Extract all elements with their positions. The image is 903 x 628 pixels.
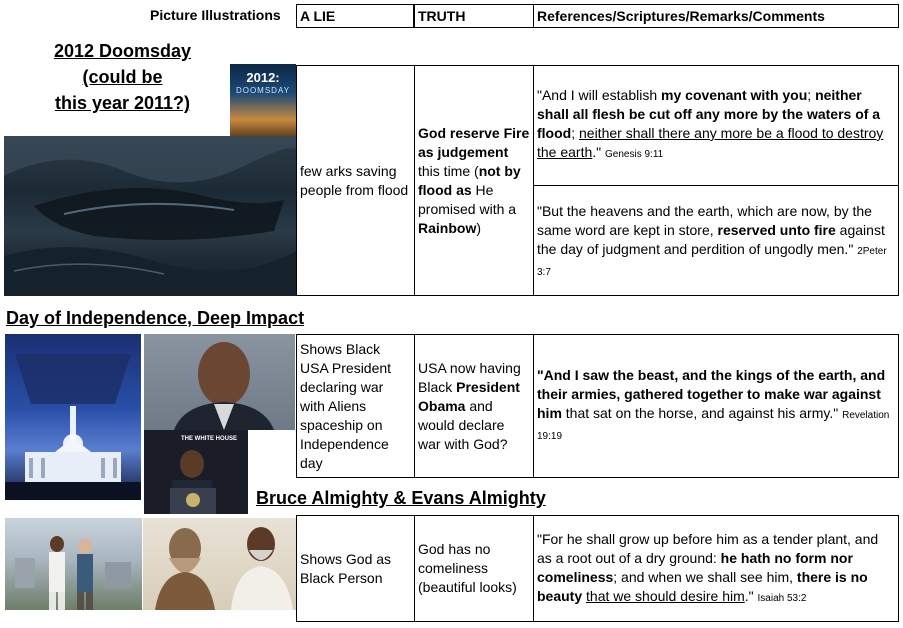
bruce-almighty-image [5, 518, 142, 610]
ark-ocean-drawing [4, 136, 296, 296]
isaiah-reference-cell [533, 515, 899, 622]
almighty-lie-cell: Shows God as Black Person [296, 515, 415, 622]
almighty-title: Bruce Almighty & Evans Almighty [256, 488, 546, 508]
evan-drawing [143, 518, 296, 610]
independence-truth-cell [414, 334, 534, 478]
independence-title: Day of Independence, Deep Impact [6, 308, 305, 328]
doomsday-truth-text: God reserve Fire as judgement this time (not by flood as He promised with a Rainbow) [418, 124, 530, 236]
revelation-citation: Revelation 19:19 [537, 410, 890, 442]
independence-day-image [5, 334, 141, 500]
president-portrait-image [144, 334, 295, 430]
isaiah-text: "For he shall grow up before him as a tender plant, and as a root out of a dry ground: he hath no form nor comeliness; and when we shall see him, there is no beauty that we should desire him." Isaiah 53:2 [537, 530, 879, 604]
doomsday-poster-image: 2012: DOOMSDAY [230, 64, 296, 138]
header-a-lie: A LIE [296, 4, 414, 28]
doomsday-truth-cell [414, 65, 534, 296]
doomsday-title: 2012 Doomsday (could be this year 2011?) [53, 41, 192, 113]
evan-almighty-image [143, 518, 296, 610]
genesis-citation: Genesis 9:11 [605, 149, 664, 160]
peter-reference-cell: "But the heavens and the earth, which are now, by the same word are kept in store, reserved unto fire against the day of judgment and perdition of ungodly men." 2Peter 3:7 [533, 185, 899, 296]
portrait-drawing [144, 334, 295, 430]
ark-ocean-image [4, 136, 296, 296]
walking-men-drawing [5, 518, 142, 610]
doomsday-lie-cell: few arks saving people from flood [296, 65, 415, 296]
independence-lie-cell: Shows Black USA President declaring war with Aliens spaceship on Independence day [296, 334, 415, 478]
almighty-truth-cell: God has no comeliness (beautiful looks) [414, 515, 534, 622]
white-house-podium-image: THE WHITE HOUSE [144, 430, 248, 514]
genesis-reference-cell: "And I will establish my covenant with you; neither shall all flesh be cut off any more by the waters of a flood; neither shall there any more be a flood to destroy the earth." Genesis 9:11 [533, 65, 899, 186]
podium-drawing [144, 430, 248, 514]
alien-ship-drawing [5, 334, 141, 500]
header-references: References/Scriptures/Remarks/Comments [533, 4, 899, 28]
revelation-reference-cell [533, 334, 899, 478]
revelation-text: "And I saw the beast, and the kings of the earth, and their armies, gathered together to make war against him that sat on the horse, and against his army." Revelation 19:19 [537, 367, 890, 442]
isaiah-citation: Isaiah 53:2 [757, 592, 807, 604]
header-picture-illustrations: Picture Illustrations [150, 7, 281, 23]
independence-truth-text: USA now having Black President Obama and would declare war with God? [418, 359, 521, 452]
peter-citation: 2Peter 3:7 [537, 246, 887, 278]
header-truth: TRUTH [414, 4, 534, 28]
